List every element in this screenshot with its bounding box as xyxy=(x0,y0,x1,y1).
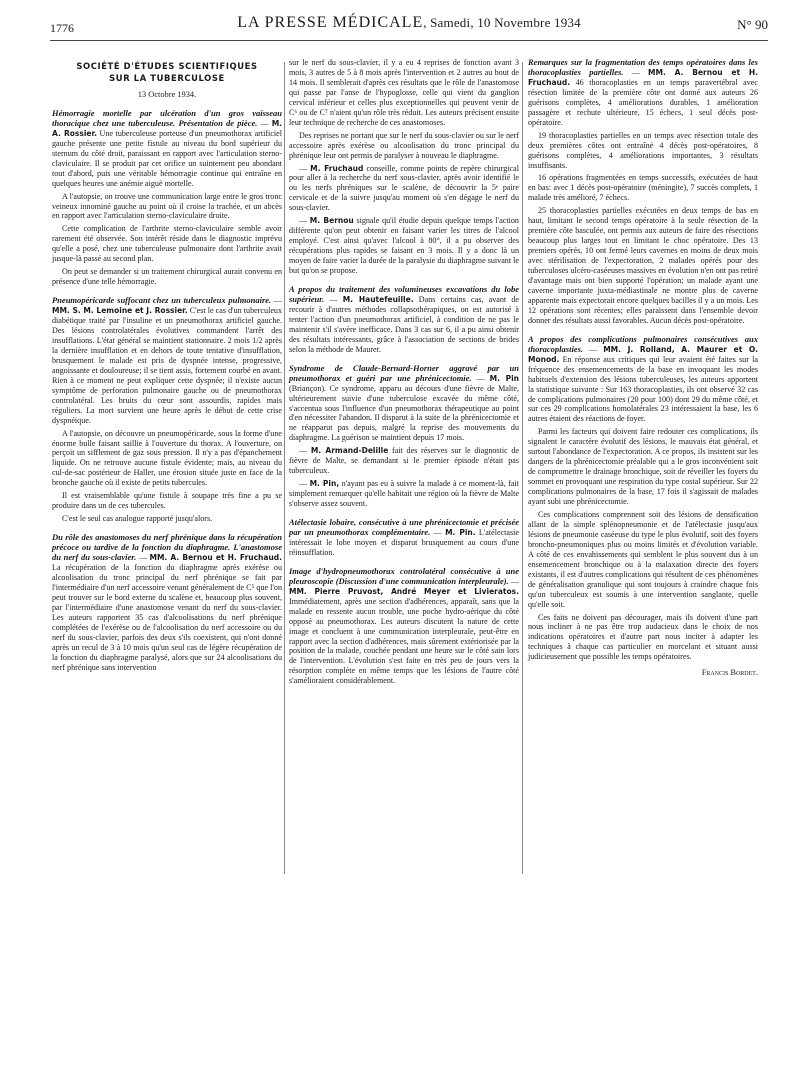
article-paragraph: sur le nerf du sous-clavier, il y a eu 4 reprises de fonction avant 3 mois, 3 autres de 5 à 8 mois après l'intervention et 2 autres au bout de 14 mois. Il semblerait d'après ces résultats que le rôle de l'anastomose qui passe par l'anse de l'hypoglosse, celle qui vient du ganglion cervical inférieur et celles plus exceptionnelles qui peuvent venir de C⁶ ou de C⁷ n'aient qu'un rôle très réduit. Les auteurs précisent ensuite leur technique de recherche de ces anastomoses. xyxy=(289,58,519,127)
article-text: En réponse aux critiques qui leur avaient été faites sur la fréquence des ensemencements de la base en invoquant les modes habituels d'extension des lésions tuberculeuses, les auteurs apportent la statistique suivante : Sur 163 thoracoplasties, ils ont observé 32 cas de complications pulmonaires (20 pour 100) dont 29 du même côté, et sur ces 29 complications homolatérales 23 intéressaient la base, les 6 autres étaient des réactions de foyer. xyxy=(528,354,758,424)
article-text: signale qu'il étudie depuis quelque temps l'action différente qu'on peut obtenir en faisant varier les titres de l'alcool employé. C'est ainsi qu'avec l'alcool à 80°, il a pu observer des récupérations plus rapides se faisant en 3 mois. Il y a donc là un moyen de faire varier la durée de la paralysie du diaphragme suivant le but qu'on se propose. xyxy=(289,216,519,276)
article-title: Remarques sur la fragmentation des temps opératoires dans les thoracoplasties partielles. xyxy=(528,57,758,77)
article-paragraph: On peut se demander si un traitement chirurgical aurait convenu en présence d'une telle hémorragie. xyxy=(52,267,282,287)
issue-date: Samedi, 10 Novembre 1934 xyxy=(430,15,581,30)
column-divider xyxy=(284,62,285,874)
article-title: Atélectasie lobaire, consécutive à une phrénicectomie et précisée par un pneumothorax complémentaire. xyxy=(289,517,519,537)
article-excavations: A propos du traitement des volumineuses excavations du lobe supérieur. — M. Hautefeuille. Dans certains cas, avant de recourir à d'autres méthodes collapsothérapiques, on est autorisé à tenter l'action d'un pneumothorax artificiel, à condition de ne pas le maintenir s'il s'avère inefficace. Dans 3 cas sur 6, il a pu ainsi obtenir des résultats intéressants, grâce à l'association de sections de brides selon la méthode de Maurer. xyxy=(289,284,520,354)
article-paragraph: Ces faits ne doivent pas décourager, mais ils doivent d'une part nous incliner à ne pas être trop audacieux dans le choix de nos indications opératoires et d'autre part nous inciter à adapter les techniques à chaque cas particulier en morcelant et situant aussi judicieusement que possible les temps opératoires. xyxy=(528,612,758,662)
article-author: M. A. Rossier. xyxy=(52,118,282,138)
article-author: M. Fruchaud xyxy=(310,163,364,173)
article-pneumopericarde: Pneumopéricarde suffocant chez un tuberculeux pulmonaire. — MM. S. M. Lemoine et J. Rossier. C'est le cas d'un tuberculeux diabétique traité par l'insuline et un pneumothorax artificiel gauche. Des lésions controlatérales évolutives commandent l'arrêt des insufflations. L'état général se maintient stationnaire. 2 mois 1/2 après la dernière insufflation et en dehors de toute tentative d'insufflation, brusquement le malade est pris de dyspnée intense, progressive, angoissante et douloureuse; il se tient assis, fortement courbé en avant. Rien à ce moment ne peut expliquer cette dyspnée; il n'existe aucun symptôme de perforation pulmonaire gauche ou de pneumothorax controlatéral. Les bruits du cœur sont assourdis, rapides mais réguliers. La mort survient une heure après le début de cette crise dyspnéique. xyxy=(52,295,282,425)
article-author: M. Bernou xyxy=(309,216,354,226)
article-paragraph: A l'autopsie, on trouve une communication large entre le gros tronc veineux innominé gauche au point où il croise la trachée, et un abcès en rapport avec l'articulation sterno-claviculaire droite. xyxy=(52,191,282,221)
article-place: (Briançon). xyxy=(289,383,327,393)
article-hemorragie: Hémorragie mortelle par ulcération d'un gros vaisseau thoracique chez une tuberculeuse. Présentation de pièce. — M. A. Rossier. Une tuberculeuse porteuse d'un pneumothorax artificiel gauche présente une petite fistule au niveau du bord supérieur du sternum du côté droit, paraissant en rapport avec l'articulation sterno-claviculaire. Il se produit par cet orifice un suintement peu abondant tout d'abord, puis une véritable hémorragie continue qui entraîne en quelques heures une anémie aiguë mortelle. xyxy=(52,107,282,188)
article-author: M. Hautefeuille. xyxy=(342,294,414,304)
article-paragraph: A l'autopsie, on découvre un pneumopéricarde, sous la forme d'une énorme bulle faisant saillie à l'ouverture du thorax. A l'ouverture, on perçoit un sifflement de gaz sous pression. Il n'y a pas d'épanchement liquide. On ne retrouve aucune fistule évidente; mais, au niveau du cul-de-sac postérieur de Haller, une érosion située juste en face de la bronche gauche où il existe de petits tubercules. xyxy=(52,428,282,488)
column-divider xyxy=(522,62,523,874)
article-text: 46 thoracoplasties en un temps paravertébral avec résection limitée de la première côte ont donné aux auteurs 26 guérisons complètes, 4 améliorations durables, 1 amélioration passagère et rechute ultérieure, 15 échecs, 1 seul décès post-opératoire. xyxy=(528,77,758,127)
article-paragraph: — M. Armand-Delille fait des réserves sur le diagnostic de fièvre de Malte, se demandant si le premier épisode n'était pas tuberculeux. xyxy=(289,446,520,476)
column-1 xyxy=(52,58,282,675)
article-paragraph: Des reprises ne portant que sur le nerf du sous-clavier ou sur le nerf accessoire après exérèse ou alcoolisation du tronc principal du phrénique leur ont permis de paralyser à nouveau le diaphragme. xyxy=(289,130,519,160)
article-paragraph: Ces complications comprennent soit des lésions de densification allant de la simple splénopneumonie et de l'atélectasie jusqu'aux lésions de pneumonie caséeuse du type le plus évolutif, soit des foyers broncho-pneumoniques plus ou moins limités et d'évolution variable. A côté de ces envahissements qui semblent le plus souvent dus à un ensemencement bronchique ou à la malaxation directe des foyers existants, il est d'autres complications qui résultent de ces phénomènes de généralisation granulique qui sont toujours à craindre chaque fois qu'un tuberculeux est soumis à une intervention sanglante, quelle qu'elle soit. xyxy=(528,509,758,609)
article-author: MM. J. Rolland, A. Maurer et O. Monod. xyxy=(528,344,758,364)
journal-masthead: LA PRESSE MÉDICALE, Samedi, 10 Novembre 1934 xyxy=(237,14,581,31)
article-author: MM. A. Bernou et H. Fruchaud. xyxy=(149,553,283,563)
article-text: Immédiatement, après une section d'adhérences, apparaît, sans que la malade en ressente aucun trouble, une poche hydro-aérique du côté opposé au pneumothorax. Les auteurs discutent la nature de cette image et concluent à une communication interpleurale, peut-être en rapport avec la section d'adhérences, mais sûrement extériorisée par la position de la malade, couchée pendant une heure sur le côté sain lors de l'intervention. L'évolution s'est faite en très peu de jours vers la résorption complète en même temps que les lésions de l'autre côté s'amélioraient considérablement. xyxy=(289,596,519,686)
article-paragraph: — M. Pin, n'ayant pas eu à suivre la malade à ce moment-là, fait simplement remarquer qu'elle habitait une région où la fièvre de Malte s'observe assez souvent. xyxy=(289,479,519,509)
article-title: Du rôle des anastomoses du nerf phrénique dans la récupération précoce ou tardive de la fonction du diaphragme. L'anastomose du nerf du sous-clavier. xyxy=(52,532,282,563)
column-3 xyxy=(528,58,758,678)
article-text: C'est le cas d'un tuberculeux diabétique traité par l'insuline et un pneumothorax artificiel gauche. Des lésions controlatérales évolutives commandent l'arrêt des insufflations. L'état général se maintient stationnaire. 2 mois 1/2 après la dernière insufflation et en dehors de toute tentative d'insufflation, brusquement le malade est pris de dyspnée intense, progressive, angoissante et douloureuse; il se tient assis, fortement courbé en avant. Rien à ce moment ne peut expliquer cette dyspnée; il n'existe aucun symptôme de perforation pulmonaire gauche ou de pneumothorax controlatéral. Les bruits du cœur sont assourdis, rapides mais réguliers. La mort survient une heure après le début de cette crise dyspnéique. xyxy=(52,306,282,425)
article-title: Image d'hydropneumothorax controlatéral consécutive à une pleuroscopie (Discussion d'une communication interpleurale). xyxy=(289,565,519,586)
society-title-line: SUR LA TUBERCULOSE xyxy=(109,73,225,83)
article-atelectasie: Atélectasie lobaire, consécutive à une phrénicectomie et précisée par un pneumothorax complémentaire. — M. Pin. L'atélectasie intéressait le lobe moyen et disparut brusquement au cours d'une réinsufflation. xyxy=(289,517,520,557)
article-text: Une tuberculeuse porteuse d'un pneumothorax artificiel gauche présente une petite fistule au niveau du bord supérieur du sternum du côté droit, paraissant en rapport avec l'articulation sterno-claviculaire. Il se produit par cet orifice un suintement peu abondant tout d'abord, puis une véritable hémorragie continue qui entraîne en quelques heures une anémie aiguë mortelle. xyxy=(52,128,282,188)
article-complications: A propos des complications pulmonaires consécutives aux thoracoplasties. — MM. J. Rolland, A. Maurer et O. Monod. En réponse aux critiques qui leur avaient été faites sur la fréquence des ensemencements de la base en invoquant les modes habituels d'extension des lésions tuberculeuses, les auteurs apportent la statistique suivante : Sur 163 thoracoplasties, ils ont observé 32 cas de complications pulmonaires (20 pour 100) dont 29 du même côté, et sur ces 29 complications homolatérales 23 intéressaient la base, les 6 autres étaient des réactions de foyer. xyxy=(528,333,758,424)
article-author: M. Armand-Delille xyxy=(310,446,389,456)
article-title: A propos du traitement des volumineuses excavations du lobe supérieur. xyxy=(289,284,519,304)
article-title: Pneumopéricarde suffocant chez un tuberculeux pulmonaire. xyxy=(52,295,272,306)
issue-number: N° 90 xyxy=(737,17,768,32)
article-text: L'atélectasie intéressait le lobe moyen et disparut brusquement au cours d'une réinsufflation. xyxy=(289,527,520,557)
header-rule xyxy=(50,40,768,41)
column-2 xyxy=(289,58,519,689)
article-text: Dans certains cas, avant de recourir à d'autres méthodes collapsothérapiques, on est autorisé à tenter l'action d'un pneumothorax artificiel, à condition de ne pas le maintenir s'il s'avère inefficace. Dans 3 cas sur 6, il a pu ainsi obtenir des résultats intéressants, grâce à l'association de sections de brides selon la méthode de Maurer. xyxy=(289,294,520,354)
article-author: M. Pin, xyxy=(309,479,340,489)
article-author: MM. S. M. Lemoine et J. Rossier. xyxy=(52,306,188,316)
article-title: A propos des complications pulmonaires consécutives aux thoracoplasties. xyxy=(528,333,758,354)
article-paragraph: 25 thoracoplasties partielles exécutées en deux temps de bas en haut, limitant le second temps opératoire à la seule résection de la première côte basculée, ont permis aux auteurs de faire des résections beaucoup plus larges tout en limitant le choc opératoire. Des 13 premiers opérés, 10 ont fermé leurs cavernes en moins de deux mois avec stérilisation de l'expectoration, 2 malades opérés pour des tuberculoses ulcéro-caséeuses massives en évolution n'en ont pas retiré d'avantage mais ont bien supporté l'opération; un malade ayant une caverne importante juxta-médiastinale ne montre plus de caverne apparente mais expectorait encore quelques bacilles il y a un mois. Les 12 opérations sont récentes; elles paraissent dans l'ensemble devoir donner des résultats aussi favorables. Aucun décès post-opératoire. xyxy=(528,206,758,325)
article-author: M. Pin xyxy=(489,373,519,383)
article-claude-bernard-horner: Syndrome de Claude-Bernard-Horner aggravé par un pneumothorax et guéri par une phrénicectomie. — M. Pin (Briançon). Ce syndrome, apparu au décours d'une fièvre de Malte, ultérieurement suivie d'une tuberculose excavée du même côté, s'accentua sous l'influence d'un pneumothorax thérapeutique au point d'en nécessiter l'abandon. Il disparut à la suite de la phrénicectomie et ne réapparut pas depuis, malgré la reprise des mouvements du diaphragme. La guérison se maintient depuis 17 mois. xyxy=(289,362,520,443)
article-title: Syndrome de Claude-Bernard-Horner aggravé par un pneumothorax et guéri par une phrénicectomie. xyxy=(289,362,519,383)
article-fragmentation: Remarques sur la fragmentation des temps opératoires dans les thoracoplasties partielles. — MM. A. Bernou et H. Fruchaud. 46 thoracoplasties en un temps paravertébral avec résection limitée de la première côte ont donné aux auteurs 26 guérisons complètes, 4 améliorations durables, 1 amélioration passagère et rechute ultérieure, 15 échecs, 1 seul décès post-opératoire. xyxy=(528,57,759,127)
article-text: La récupération de la fonction du diaphragme après exérèse ou alcoolisation du tronc principal du nerf phrénique se fait par l'intermédiaire d'un nerf accessoire venant généralement de C⁵ que l'on peut trouver sur le bord externe du scalène et, beaucoup plus souvent, par l'intermédiaire d'une anastomose venant du nerf du sous-clavier. Les auteurs rapportent 35 cas d'alcoolisations du nerf phrénique complétées de l'exérèse ou de l'alcoolisation du nerf accessoire ou du nerf du sous-clavier, parfois des deux s'ils coexistent, qui n'ont donné après un recul de 3 à 10 mois qu'un seul cas de légère récupération de la fonction du diaphragme paralysé, alors que sur 24 alcoolisations du nerf phrénique sans intervention xyxy=(52,562,282,672)
article-paragraph: Il est vraisemblable qu'une fistule à soupape très fine a pu se produire dans un de ces tubercules. xyxy=(52,491,282,511)
article-author: MM. Pierre Pruvost, André Meyer et Livieratos. xyxy=(289,586,519,596)
article-title: Hémorragie mortelle par ulcération d'un gros vaisseau thoracique chez une tuberculeuse. Présentation de pièce. xyxy=(52,107,282,128)
article-paragraph: Parmi les facteurs qui doivent faire redouter ces complications, ils signalent le caractère évolutif des lésions, le mauvais état général, et surtout l'abondance de l'expectoration. A ce propos, ils insistent sur les dangers de la phrénicectomie préalable qui a le gros inconvénient soit de compromettre le drainage bronchique, soit de réveiller les foyers du sommet en provoquant une respiration du type costal supérieur. Sur 22 complications pulmonaires de la base, 17 fois il s'agissait de malades ayant subi une phrénicectomie. xyxy=(528,427,758,507)
article-anastomoses: Du rôle des anastomoses du nerf phrénique dans la récupération précoce ou tardive de la fonction du diaphragme. L'anastomose du nerf du sous-clavier. — MM. A. Bernou et H. Fruchaud. La récupération de la fonction du diaphragme après exérèse ou alcoolisation du tronc principal du nerf phrénique se fait par l'intermédiaire d'un nerf accessoire venant généralement de C⁵ que l'on peut trouver sur le bord externe du scalène et, beaucoup plus souvent, par l'intermédiaire d'une anastomose venant du nerf du sous-clavier. Les auteurs rapportent 35 cas d'alcoolisations du nerf phrénique complétées de l'exérèse ou de l'alcoolisation du nerf accessoire ou du nerf du sous-clavier, parfois des deux s'ils coexistent, qui n'ont donné après un recul de 3 à 10 mois qu'un seul cas de légère récupération de la fonction du diaphragme paralysé, alors que sur 24 alcoolisations du nerf phrénique sans intervention xyxy=(52,532,283,672)
author-signature: Francis Bordet. xyxy=(701,668,758,678)
article-paragraph: 19 thoracoplasties partielles en un temps avec résection totale des deux premières côtes ont entraîné 4 décès post-opératoires, 8 guérisons complètes, 4 améliorations importantes, 3 résultats insuffisants. xyxy=(528,130,758,170)
article-paragraph: C'est le seul cas analogue rapporté jusqu'alors. xyxy=(62,514,213,524)
meeting-date: 13 Octobre 1934. xyxy=(137,90,197,99)
society-title xyxy=(52,60,282,84)
article-hydropneumothorax: Image d'hydropneumothorax controlatéral consécutive à une pleuroscopie (Discussion d'une communication interpleurale). — MM. Pierre Pruvost, André Meyer et Livieratos. Immédiatement, après une section d'adhérences, apparaît, sans que la malade en ressente aucun trouble, une poche hydro-aérique du côté opposé au pneumothorax. Les auteurs discutent la nature de cette image et concluent à une communication interpleurale, peut-être en rapport avec la section d'adhérences, mais sûrement extériorisée par la position de la malade, couchée pendant une heure sur le côté sain lors de l'intervention. L'évolution s'est faite en très peu de jours vers la résorption complète en même temps que les lésions de l'autre côté s'amélioraient considérablement. xyxy=(289,565,519,686)
article-author: M. Pin. xyxy=(445,527,476,537)
journal-title: LA PRESSE MÉDICALE xyxy=(237,14,424,31)
article-paragraph: — M. Fruchaud conseille, comme points de repère chirurgical pour aller à la recherche du nerf sous-clavier, après avoir identifié le ou les nerfs phréniques sur le scalène, de découvrir la 5ᵉ paire cervicale et de la suivre jusqu'au moment où s'en dégage le nerf du sous-clavier. xyxy=(289,163,519,213)
article-paragraph: Cette complication de l'arthrite sterno-claviculaire semble avoir rarement été observée. Son intérêt réside dans le diagnostic imprévu qu'elle a posé, chez une tuberculeuse pulmonaire dont l'arthrite avait jusque-là passé au second plan. xyxy=(52,224,282,264)
article-text: Ce syndrome, apparu au décours d'une fièvre de Malte, ultérieurement suivie d'une tuberculose excavée du même côté, s'accentua sous l'influence d'un pneumothorax thérapeutique au point d'en nécessiter l'abandon. Il disparut à la suite de la phrénicectomie et ne réapparut pas depuis, malgré la reprise des mouvements du diaphragme. La guérison se maintient depuis 17 mois. xyxy=(289,383,520,443)
article-author: MM. A. Bernou et H. Fruchaud. xyxy=(528,67,759,87)
article-paragraph: — M. Bernou signale qu'il étudie depuis quelque temps l'action différente qu'on peut obtenir en faisant varier les titres de l'alcool employé. C'est ainsi qu'avec l'alcool à 80°, il a pu observer des récupérations plus rapides se faisant en 3 mois. Il y a donc là un moyen de faire varier la durée de la paralysie du diaphragme suivant le but qu'on se propose. xyxy=(289,216,519,276)
page-header xyxy=(50,14,768,48)
society-title-line: SOCIÉTÉ D'ÉTUDES SCIENTIFIQUES xyxy=(76,61,258,71)
page-number: 1776 xyxy=(50,21,74,35)
article-text: n'ayant pas eu à suivre la malade à ce moment-là, fait simplement remarquer qu'elle habitait une région où la fièvre de Malte s'observe assez souvent. xyxy=(289,479,519,509)
article-text: fait des réserves sur le diagnostic de fièvre de Malte, se demandant si le premier épisode n'était pas tuberculeux. xyxy=(289,446,520,476)
article-paragraph: 16 opérations fragmentées en temps successifs, exécutées de haut en bas: avec 1 décès post-opératoire (méningite), 7 succès complets, 1 malade très amélioré, 7 échecs. xyxy=(528,173,758,203)
article-text: conseille, comme points de repère chirurgical pour aller à la recherche du nerf sous-clavier, après avoir identifié le ou les nerfs phréniques sur le scalène, de découvrir la 5ᵉ paire cervicale et de la suivre jusqu'au moment où s'en dégage le nerf du sous-clavier. xyxy=(289,163,519,213)
